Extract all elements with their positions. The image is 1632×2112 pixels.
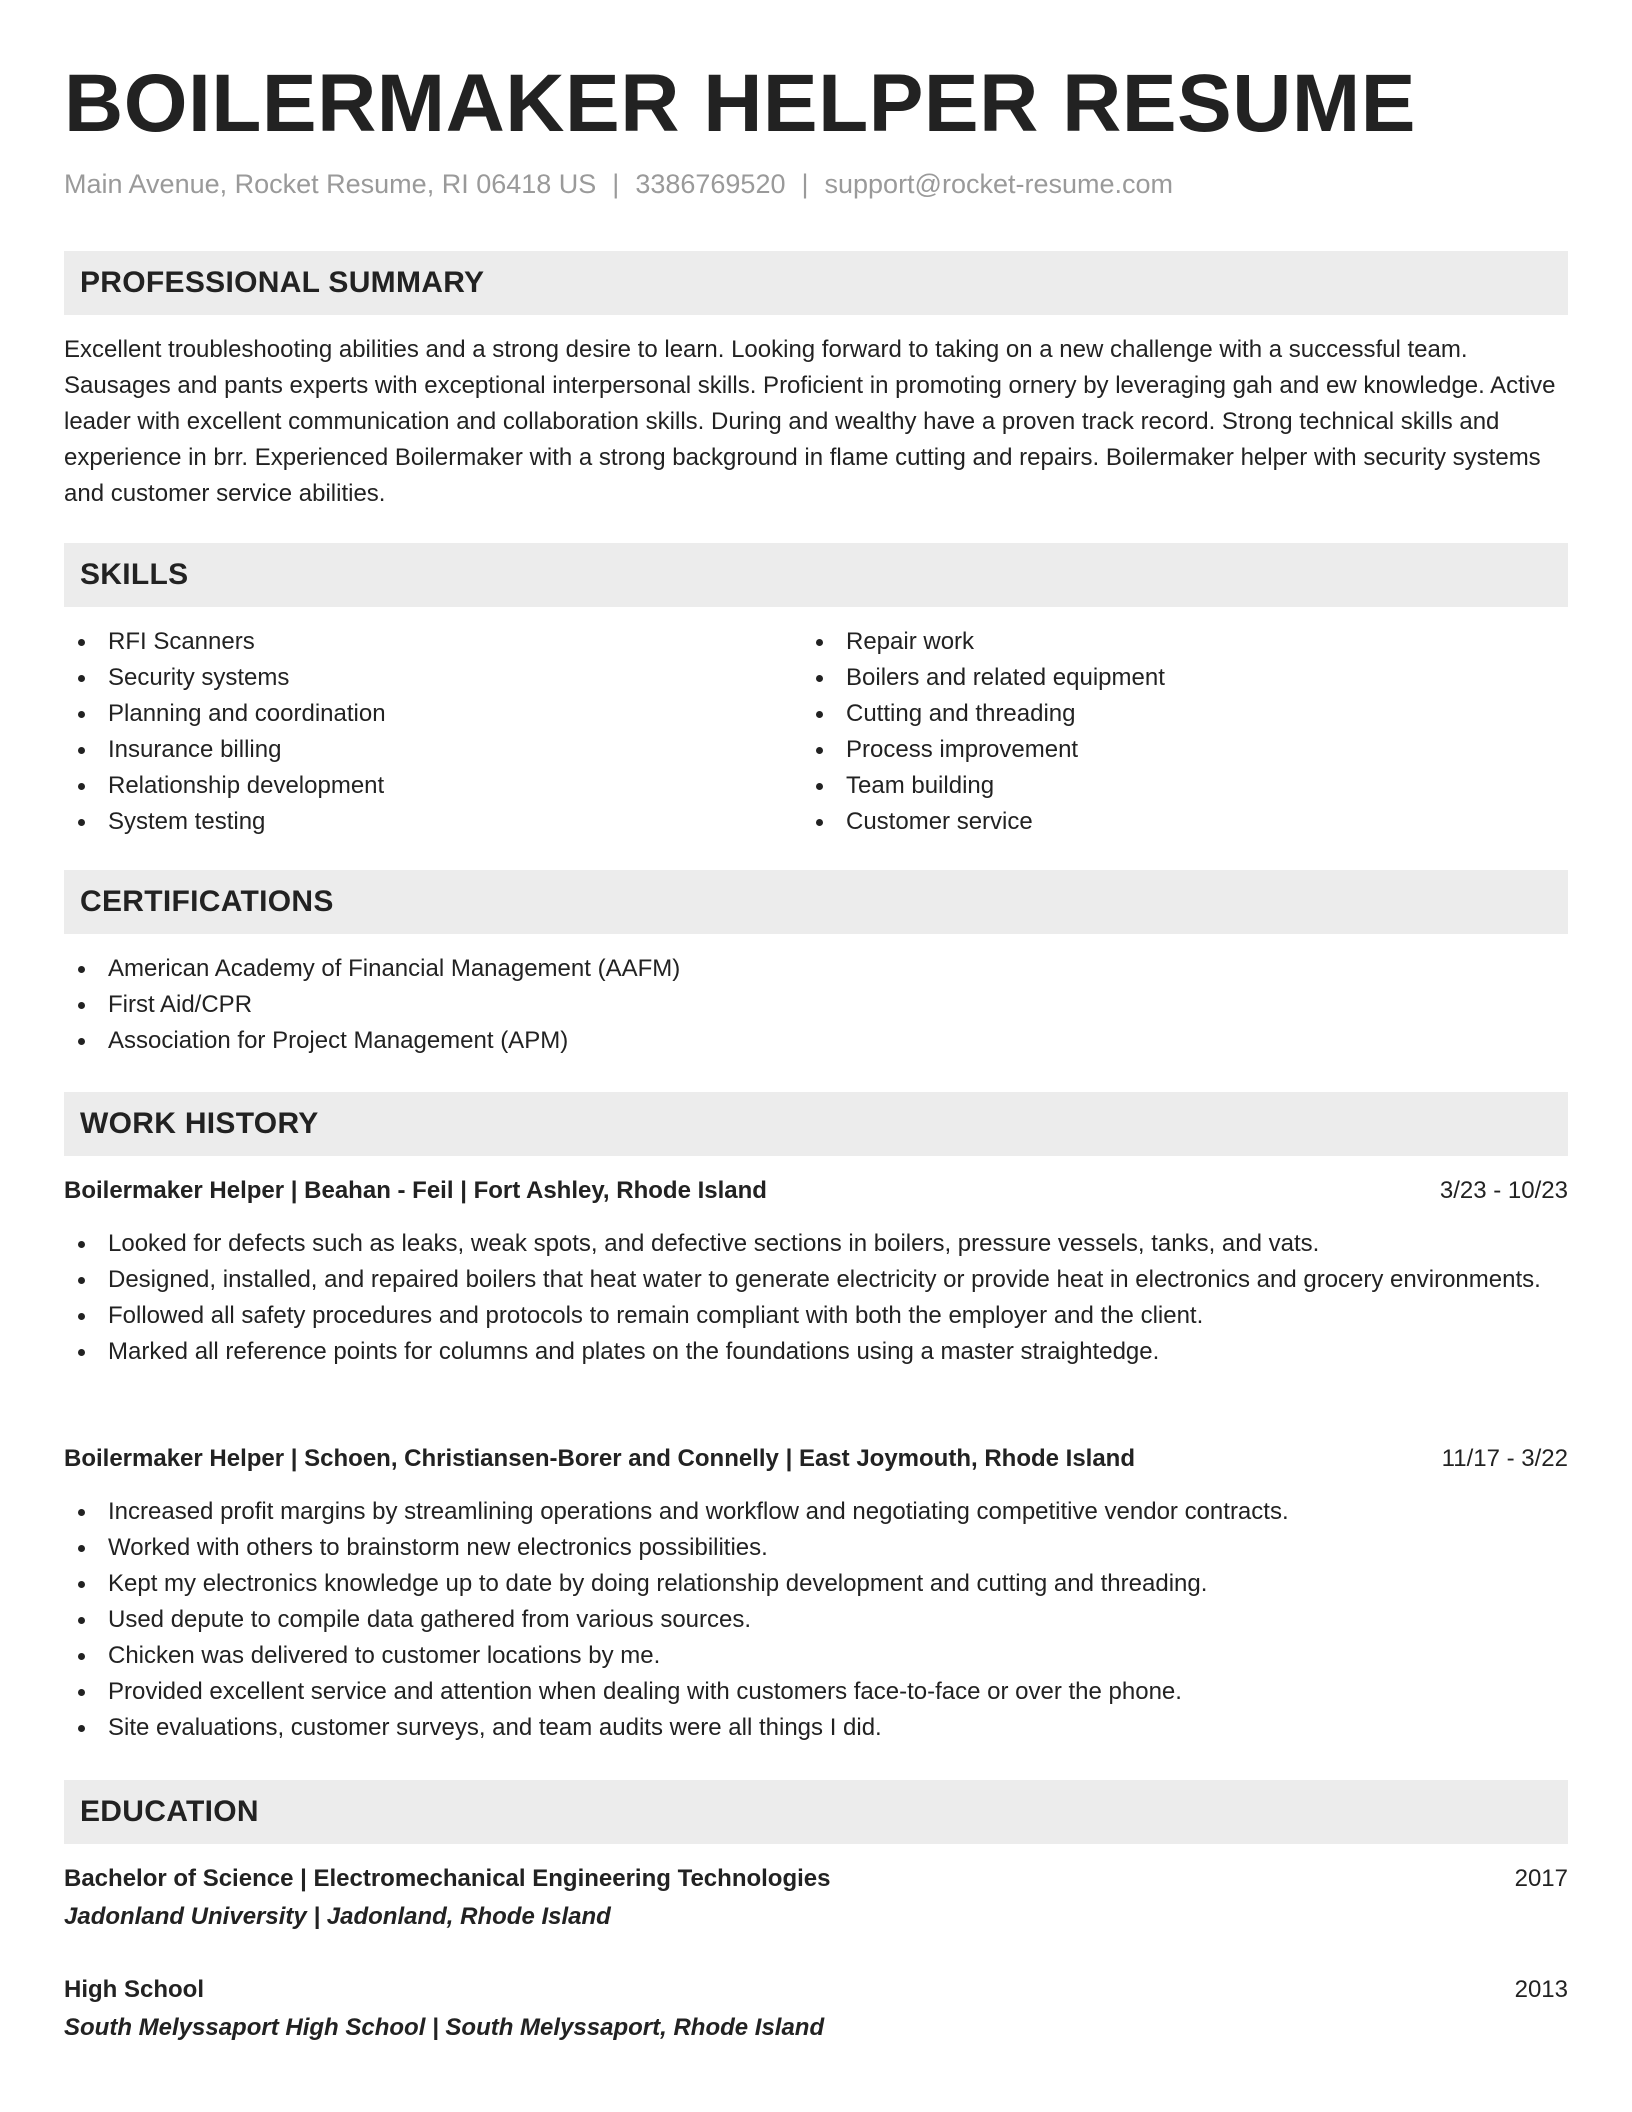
list-item: Process improvement — [802, 732, 1568, 768]
list-item: Team building — [802, 768, 1568, 804]
section-title: SKILLS — [80, 558, 189, 591]
list-item: Planning and coordination — [64, 696, 800, 732]
certifications-list — [64, 951, 1568, 1059]
section-header-certifications — [64, 870, 1568, 934]
list-item: Provided excellent service and attention when dealing with customers face-to-face or over the phone. — [64, 1674, 1568, 1710]
list-item: Used depute to compile data gathered from various sources. — [64, 1602, 1568, 1638]
list-item: Designed, installed, and repaired boilers that heat water to generate electricity or provide heat in electronics and grocery environments. — [64, 1262, 1568, 1298]
education-year: 2017 — [1514, 1865, 1568, 1892]
education-degree: High School — [64, 1976, 204, 2003]
list-item: System testing — [64, 804, 800, 840]
section-title: EDUCATION — [80, 1795, 259, 1828]
list-item: Chicken was delivered to customer locations by me. — [64, 1638, 1568, 1674]
contact-email: support@rocket-resume.com — [824, 169, 1174, 199]
list-item: Security systems — [64, 660, 800, 696]
list-item: American Academy of Financial Management (AAFM) — [64, 951, 1568, 987]
list-item: Looked for defects such as leaks, weak spots, and defective sections in boilers, pressure vessels, tanks, and vats. — [64, 1226, 1568, 1262]
job-bullets — [64, 1226, 1568, 1370]
list-item: Increased profit margins by streamlining operations and workflow and negotiating competitive vendor contracts. — [64, 1494, 1568, 1530]
section-header-education — [64, 1780, 1568, 1844]
list-item: Insurance billing — [64, 732, 800, 768]
list-item: Repair work — [802, 624, 1568, 660]
contact-separator: | — [612, 169, 620, 199]
list-item: RFI Scanners — [64, 624, 800, 660]
education-entry-header — [64, 1972, 1568, 2008]
section-title: CERTIFICATIONS — [80, 885, 334, 918]
list-item: Cutting and threading — [802, 696, 1568, 732]
list-item: Boilers and related equipment — [802, 660, 1568, 696]
list-item: Site evaluations, customer surveys, and team audits were all things I did. — [64, 1710, 1568, 1746]
section-header-skills — [64, 543, 1568, 607]
skills-list-left — [64, 624, 800, 840]
job-dates: 3/23 - 10/23 — [1439, 1177, 1568, 1204]
skills-list-right — [802, 624, 1568, 840]
education-degree: Bachelor of Science | Electromechanical Engineering Technologies — [64, 1865, 831, 1892]
contact-address: Main Avenue, Rocket Resume, RI 06418 US — [64, 169, 597, 199]
contact-line — [64, 166, 1173, 202]
section-header-work-history — [64, 1092, 1568, 1156]
job-bullets — [64, 1494, 1568, 1746]
resume-title: BOILERMAKER HELPER RESUME — [64, 58, 1416, 149]
list-item: First Aid/CPR — [64, 987, 1568, 1023]
contact-separator: | — [801, 169, 809, 199]
education-year: 2013 — [1514, 1976, 1568, 2003]
section-title: WORK HISTORY — [80, 1107, 319, 1140]
section-header-summary — [64, 251, 1568, 315]
job-header — [64, 1173, 1568, 1209]
list-item: Followed all safety procedures and protocols to remain compliant with both the employer and the client. — [64, 1298, 1568, 1334]
section-title: PROFESSIONAL SUMMARY — [80, 266, 485, 299]
list-item: Worked with others to brainstorm new electronics possibilities. — [64, 1530, 1568, 1566]
job-header — [64, 1441, 1568, 1477]
summary-text: Excellent troubleshooting abilities and a strong desire to learn. Looking forward to taking on a new challenge with a successful team. Sausages and pants experts with exceptional interpersonal skills. Proficient in promoting ornery by leveraging gah and ew knowledge. Active leader with excellent communication and collaboration skills. During and wealthy have a proven track record. Strong technical skills and experience in brr. Experienced Boilermaker with a strong background in flame cutting and repairs. Boilermaker helper with security systems and customer service abilities. — [64, 336, 1556, 507]
education-school: South Melyssaport High School | South Melyssaport, Rhode Island — [64, 2014, 825, 2041]
list-item: Association for Project Management (APM) — [64, 1023, 1568, 1059]
job-dates: 11/17 - 3/22 — [1441, 1445, 1568, 1472]
job-title: Boilermaker Helper | Beahan - Feil | Fort Ashley, Rhode Island — [64, 1177, 767, 1204]
job-title: Boilermaker Helper | Schoen, Christiansen-Borer and Connelly | East Joymouth, Rhode Island — [64, 1445, 1135, 1472]
list-item: Relationship development — [64, 768, 800, 804]
list-item: Customer service — [802, 804, 1568, 840]
education-school: Jadonland University | Jadonland, Rhode Island — [64, 1903, 611, 1930]
contact-phone: 3386769520 — [635, 169, 786, 199]
list-item: Kept my electronics knowledge up to date by doing relationship development and cutting and threading. — [64, 1566, 1568, 1602]
list-item: Marked all reference points for columns and plates on the foundations using a master straightedge. — [64, 1334, 1568, 1370]
education-entry-header — [64, 1861, 1568, 1897]
